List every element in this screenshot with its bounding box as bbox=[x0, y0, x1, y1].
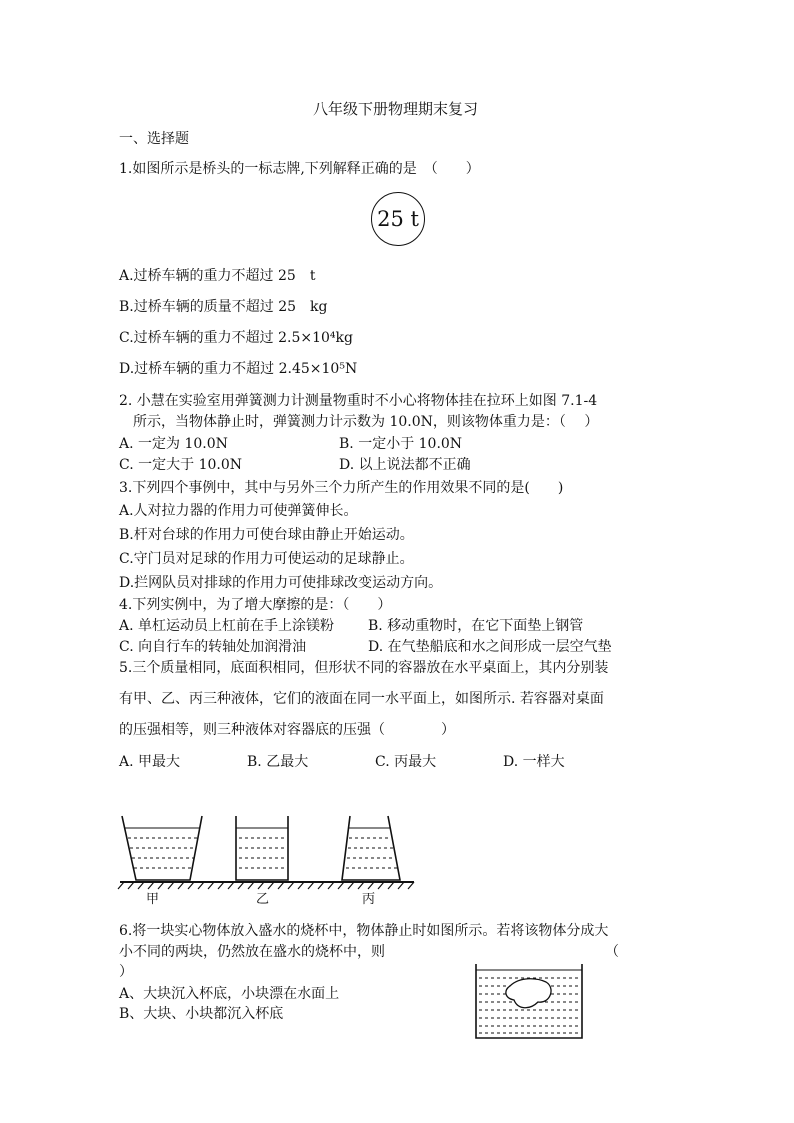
q6-option-b: B、大块、小块都沉入杯底 bbox=[119, 1006, 284, 1022]
q6-option-a: A、大块沉入杯底，小块漂在水面上 bbox=[119, 986, 340, 1002]
q6-paren-open: （ bbox=[605, 944, 619, 960]
q2-stem-line2: 所示，当物体静止时，弹簧测力计示数为 10.0N，则该物体重力是：（ ） bbox=[133, 414, 599, 430]
q5-stem-line3: 的压强相等，则三种液体对容器底的压强（ ） bbox=[119, 722, 455, 738]
q5-stem-line2: 有甲、乙、丙三种液体，它们的液面在同一水平面上，如图所示. 若容器对桌面 bbox=[119, 691, 604, 707]
q1-option-a: A.过桥车辆的重力不超过 25 t bbox=[119, 268, 316, 284]
container-yi bbox=[236, 816, 288, 880]
q6-beaker-figure bbox=[474, 962, 586, 1042]
q2-option-d: D. 以上说法都不正确 bbox=[339, 457, 471, 473]
label-jia: 甲 bbox=[146, 892, 160, 907]
q5-option-c: C. 丙最大 bbox=[375, 754, 437, 770]
q3-option-b: B.杆对台球的作用力可使台球由静止开始运动。 bbox=[119, 527, 414, 543]
q4-stem: 4.下列实例中，为了增大摩擦的是：（ ） bbox=[119, 597, 392, 613]
section-heading: 一、选择题 bbox=[119, 131, 189, 147]
q3-option-c: C.守门员对足球的作用力可使运动的足球静止。 bbox=[119, 551, 414, 567]
q2-option-b: B. 一定小于 10.0N bbox=[339, 436, 463, 452]
q3-option-a: A.人对拉力器的作用力可使弹簧伸长。 bbox=[119, 503, 358, 519]
q5-option-b: B. 乙最大 bbox=[247, 754, 309, 770]
q5-containers-figure bbox=[118, 812, 420, 902]
q6-stem-line1: 6.将一块实心物体放入盛水的烧杯中，物体静止时如图所示。若将该物体分成大 bbox=[119, 923, 609, 939]
sign-text: 25 t bbox=[377, 207, 419, 231]
q4-option-d: D. 在气垫船底和水之间形成一层空气垫 bbox=[368, 639, 612, 655]
q2-option-a: A. 一定为 10.0N bbox=[119, 436, 228, 452]
q4-option-c: C. 向自行车的转轴处加润滑油 bbox=[119, 639, 307, 655]
q2-stem-line1: 2. 小慧在实验室用弹簧测力计测量物重时不小心将物体挂在拉环上如图 7.1-4 bbox=[119, 393, 598, 409]
q6-paren-close: ） bbox=[119, 964, 133, 980]
solid-object bbox=[506, 979, 551, 1008]
q1-option-b: B.过桥车辆的质量不超过 25 kg bbox=[119, 299, 328, 315]
q1-option-c: C.过桥车辆的重力不超过 2.5×10⁴kg bbox=[119, 330, 353, 346]
weight-limit-sign bbox=[371, 192, 425, 246]
label-yi: 乙 bbox=[256, 892, 270, 907]
q5-option-d: D. 一样大 bbox=[503, 754, 565, 770]
q1-stem: 1.如图所示是桥头的一标志牌,下列解释正确的是 （ ） bbox=[119, 161, 480, 177]
q5-stem-line1: 5.三个质量相同，底面积相同，但形状不同的容器放在水平桌面上，其内分别装 bbox=[119, 660, 609, 676]
q4-option-a: A. 单杠运动员上杠前在手上涂镁粉 bbox=[119, 618, 335, 634]
q3-stem: 3.下列四个事例中，其中与另外三个力所产生的作用效果不同的是( ) bbox=[119, 480, 564, 496]
page-title: 八年级下册物理期末复习 bbox=[313, 100, 479, 118]
q4-option-b: B. 移动重物时，在它下面垫上钢管 bbox=[368, 618, 584, 634]
table-hatching bbox=[118, 882, 414, 889]
q3-option-d: D.拦网队员对排球的作用力可使排球改变运动方向。 bbox=[119, 575, 443, 591]
label-bing: 丙 bbox=[362, 892, 376, 907]
q2-option-c: C. 一定大于 10.0N bbox=[119, 457, 242, 473]
q5-option-a: A. 甲最大 bbox=[119, 754, 181, 770]
q1-option-d: D.过桥车辆的重力不超过 2.45×10⁵N bbox=[119, 361, 358, 377]
q6-stem-line2: 小不同的两块，仍然放在盛水的烧杯中，则 bbox=[119, 944, 385, 960]
